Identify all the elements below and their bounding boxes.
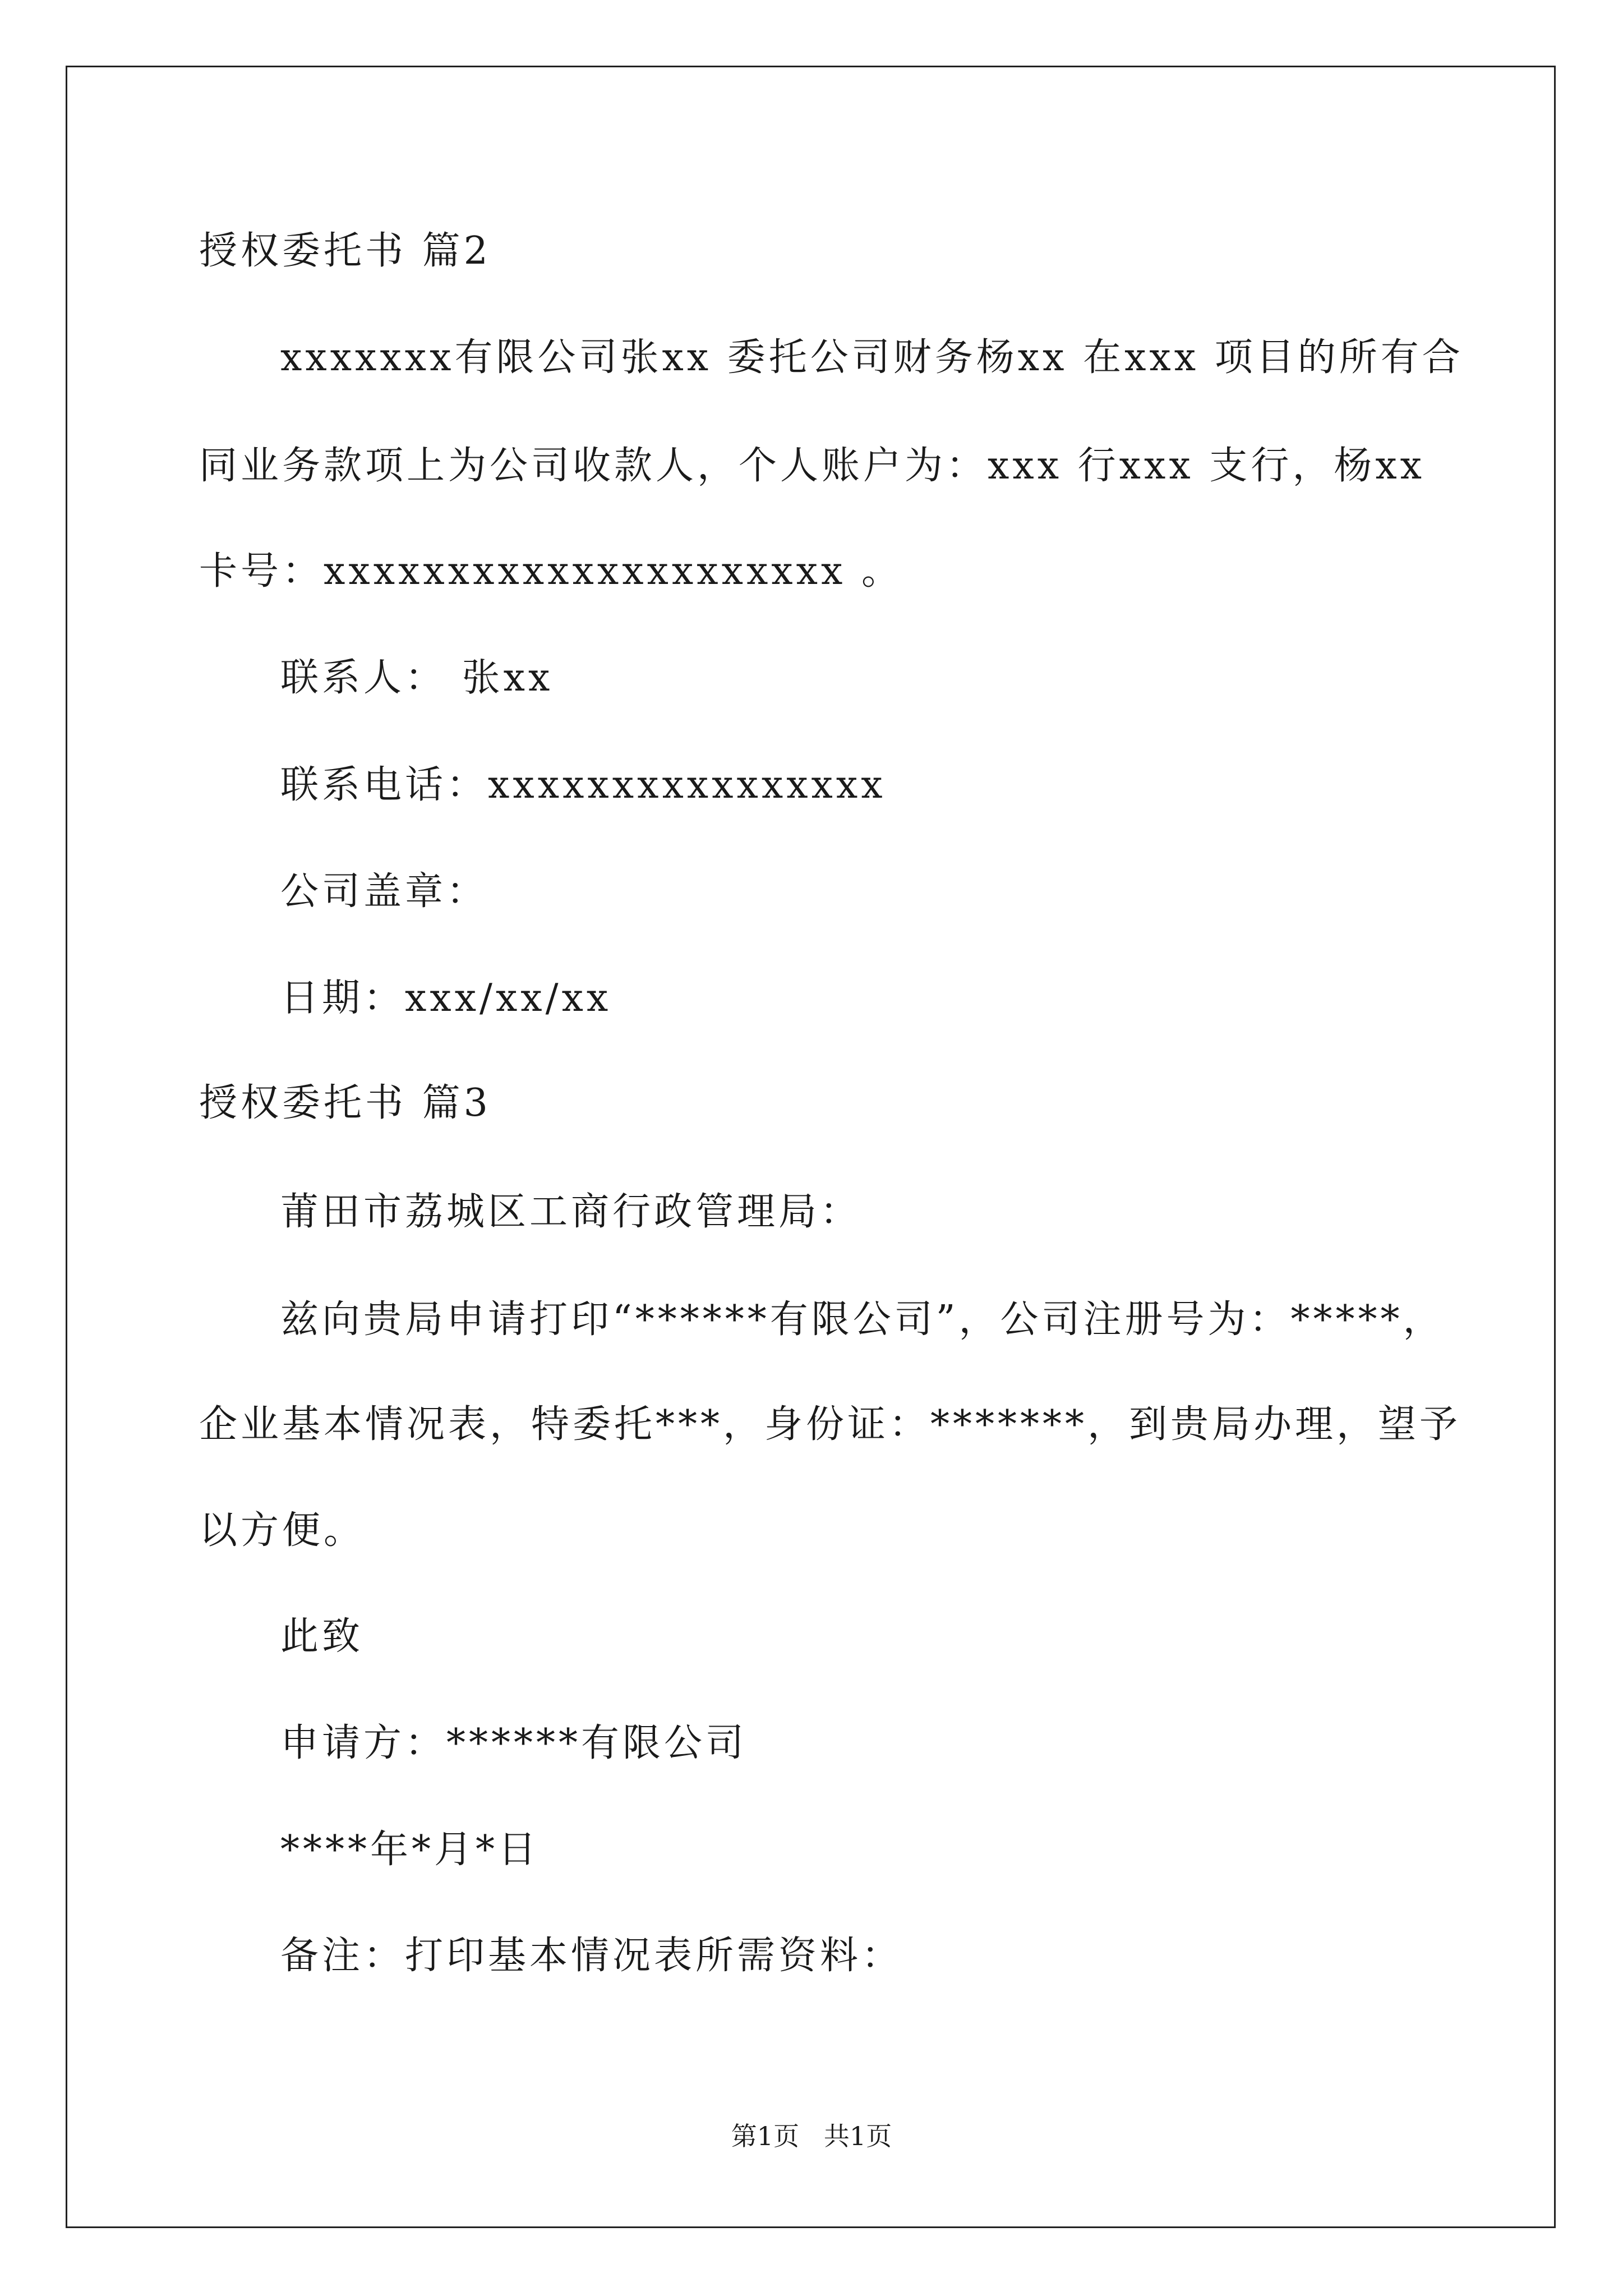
remark-line: 备注：打印基本情况表所需资料： [280, 1934, 903, 1978]
page-border [66, 66, 1556, 2228]
section3-paragraph-line-3: 以方便。 [199, 1508, 366, 1553]
section3-paragraph-line-2: 企业基本情况表，特委托***，身份证：*******，到贵局办理，望予 [199, 1402, 1461, 1447]
company-seal-line: 公司盖章： [280, 869, 488, 914]
section2-paragraph-line-3: 卡号：xxxxxxxxxxxxxxxxxxxxx 。 [199, 549, 903, 593]
applicant-line: 申请方：******有限公司 [280, 1721, 748, 1765]
date-line: 日期：xxx/xx/xx [280, 976, 612, 1020]
contact-phone-line: 联系电话：xxxxxxxxxxxxxxxx [280, 763, 886, 807]
closing-line: 此致 [280, 1614, 364, 1659]
section3-paragraph-line-1: 兹向贵局申请打印“******有限公司”，公司注册号为：*****， [280, 1297, 1445, 1342]
section2-paragraph-line-1: xxxxxxx有限公司张xx 委托公司财务杨xx 在xxx 项目的所有合 [280, 335, 1464, 380]
contact-person-line: 联系人： 张xx [280, 656, 554, 700]
page-number-footer: 第1页 共1页 [731, 2121, 892, 2151]
section2-paragraph-line-2: 同业务款项上为公司收款人，个人账户为：xxx 行xxx 支行，杨xx [199, 444, 1426, 488]
section3-heading: 授权委托书 篇3 [199, 1081, 491, 1125]
applicant-date-line: ****年*月*日 [280, 1828, 540, 1872]
addressee-line: 莆田市荔城区工商行政管理局： [280, 1190, 862, 1234]
section2-heading: 授权委托书 篇2 [199, 229, 491, 273]
